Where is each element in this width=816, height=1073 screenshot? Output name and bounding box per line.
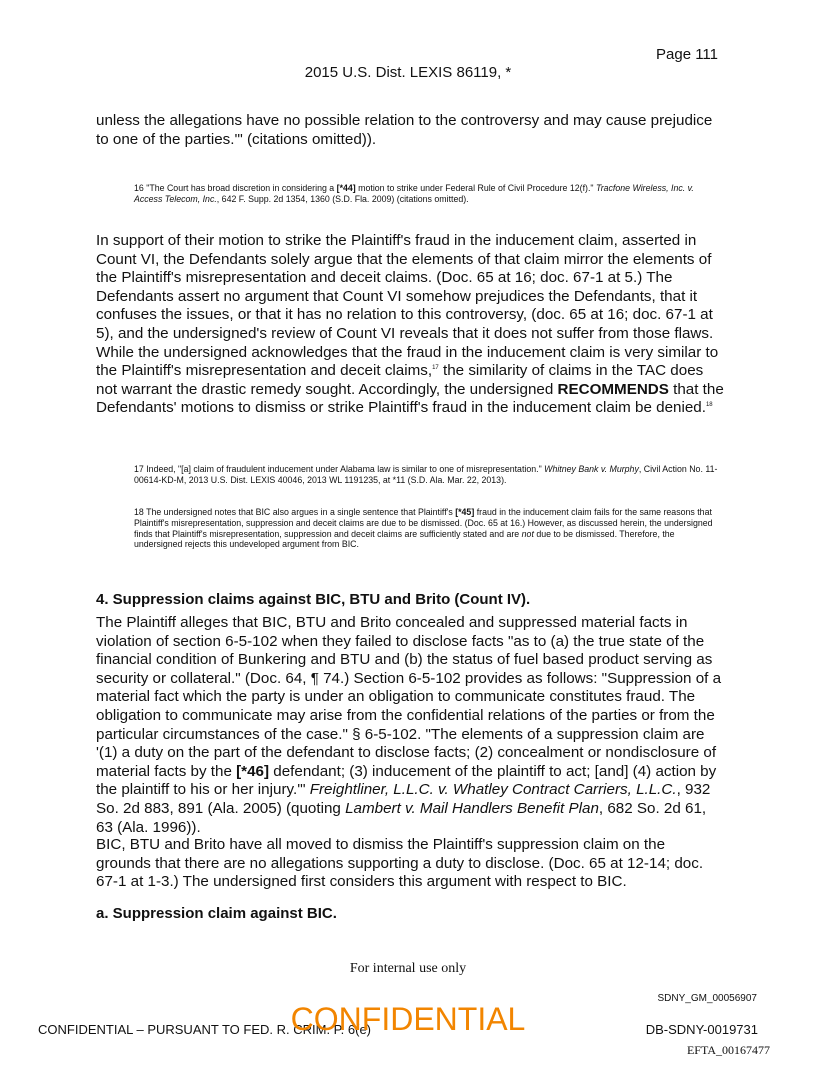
sdny-document-id: SDNY_GM_00056907 — [657, 993, 757, 1004]
efta-number: EFTA_00167477 — [686, 1043, 770, 1057]
footnote-16: 16 "The Court has broad discretion in considering a [*44] motion to strike under Federal Rule of Civil Procedure 12(f)." Tracfone Wireless, Inc. v. Access Telecom, Inc., 642 F. Supp. 2d 1354, 1360 (S.D. Fla. 2009) (citations omitted). — [134, 183, 694, 204]
star-page-44: [*44] — [336, 183, 356, 193]
case-name: Whitney Bank v. Murphy — [544, 464, 639, 474]
internal-use-note: For internal use only — [349, 961, 467, 976]
bates-number: DB-SDNY-0019731 — [645, 1022, 758, 1037]
confidential-notice: CONFIDENTIAL – PURSUANT TO FED. R. CRIM. P. 6(e) — [38, 1022, 372, 1037]
emphasis-not: not — [521, 528, 534, 539]
subsection-heading-a: a. Suppression claim against BIC. — [96, 905, 337, 922]
paragraph-suppression: The Plaintiff alleges that BIC, BTU and Brito concealed and suppressed material facts in violation of section 6-5-102 when they failed to disclose facts "as to (a) the true state of the financial condition of Bunkering and BTU and (b) the status of fuel based product serving as security or collateral." (Doc. 64, ¶ 74.) Section 6-5-102 provides as follows: "Suppression of a material fact which the party is under an obligation to communicate constitutes fraud. The obligation to communicate may arise from the confidential relations of the parties or from the particular circumstances of the case." § 6-5-102. "The elements of a suppression claim are '(1) a duty on the part of the defendant to disclose facts; (2) concealment or nondisclosure of material facts by the [*46] defendant; (3) inducement of the plaintiff to act; [and] (4) action by the plaintiff to his or her injury.'" Freightliner, L.L.C. v. Whatley Contract Carriers, L.L.C., 932 So. 2d 883, 891 (Ala. 2005) (quoting Lambert v. Mail Handlers Benefit Plan, 682 So. 2d 61, 63 (Ala. 1996)). — [96, 614, 722, 836]
page-number: Page 111 — [656, 46, 718, 63]
case-name: Lambert v. Mail Handlers Benefit Plan — [345, 799, 599, 817]
paragraph-bic-motion: BIC, BTU and Brito have all moved to dismiss the Plaintiff's suppression claim on the grounds that there are no allegations supporting a duty to disclose. (Doc. 65 at 12-14; doc. 67-1 at 1-3.) The undersigned first considers this argument with respect to BIC. — [96, 836, 704, 891]
footnote-17: 17 Indeed, "[a] claim of fraudulent inducement under Alabama law is similar to one of misrepresentation." Whitney Bank v. Murphy, Civil Action No. 11-00614-KD-M, 2013 U.S. Dist. LEXIS 40046, 2013 WL 1191235, at *11 (S.D. Ala. Mar. 22, 2013). — [134, 464, 718, 485]
case-name: Tracfone Wireless, Inc. v. Access Telecom, Inc. — [134, 183, 694, 204]
paragraph-top: unless the allegations have no possible relation to the controversy and may cause prejudice to one of the parties.'" (citations omitted)). — [96, 112, 713, 148]
section-heading-4: 4. Suppression claims against BIC, BTU and Brito (Count IV). — [96, 591, 531, 608]
footnote-ref-18: 18 — [705, 402, 713, 409]
star-page-45: [*45] — [455, 507, 475, 517]
footnote-18: 18 The undersigned notes that BIC also argues in a single sentence that Plaintiff's [*45] fraud in the inducement claim fails for the same reasons that Plaintiff's misrepresentation, suppression and deceit claims are due to be dismissed. (Doc. 65 at 16.) However, as discussed herein, the undersigned finds that Plaintiff's misrepresentation, suppression and deceit claims are sufficiently stated and are not due to be dismissed. Therefore, the undersigned rejects this undeveloped argument from BIC. — [134, 507, 713, 550]
star-page-46: [*46] — [236, 762, 270, 780]
footnote-ref-17: 17 — [432, 365, 439, 372]
case-name: Freightliner, L.L.C. v. Whatley Contract Carriers, L.L.C. — [309, 781, 677, 799]
running-header-citation: 2015 U.S. Dist. LEXIS 86119, * — [304, 64, 512, 81]
recommends-bold: RECOMMENDS — [557, 380, 669, 398]
confidential-stamp: CONFIDENTIAL — [290, 1001, 526, 1037]
paragraph-fraud-inducement: In support of their motion to strike the Plaintiff's fraud in the inducement claim, asserted in Count VI, the Defendants solely argue that the elements of that claim mirror the elements of the Plaintiff's misrepresentation and deceit claims. (Doc. 65 at 16; doc. 67-1 at 5.) The Defendants assert no argument that Count VI somehow prejudices the Defendants, that it confuses the issues, or that it has no relation to this controversy, (doc. 65 at 16; doc. 67-1 at 5), and the undersigned's review of Count VI reveals that it does not suffer from those flaws. While the undersigned acknowledges that the fraud in the inducement claim is very similar to the Plaintiff's misrepresentation and deceit claims,$^{17}$ the similarity of claims in the TAC does not warrant the drastic remedy sought. Accordingly, the undersigned RECOMMENDS that the Defendants' motions to dismiss or strike Plaintiff's fraud in the inducement claim be denied.$^{18}$ — [96, 232, 724, 417]
